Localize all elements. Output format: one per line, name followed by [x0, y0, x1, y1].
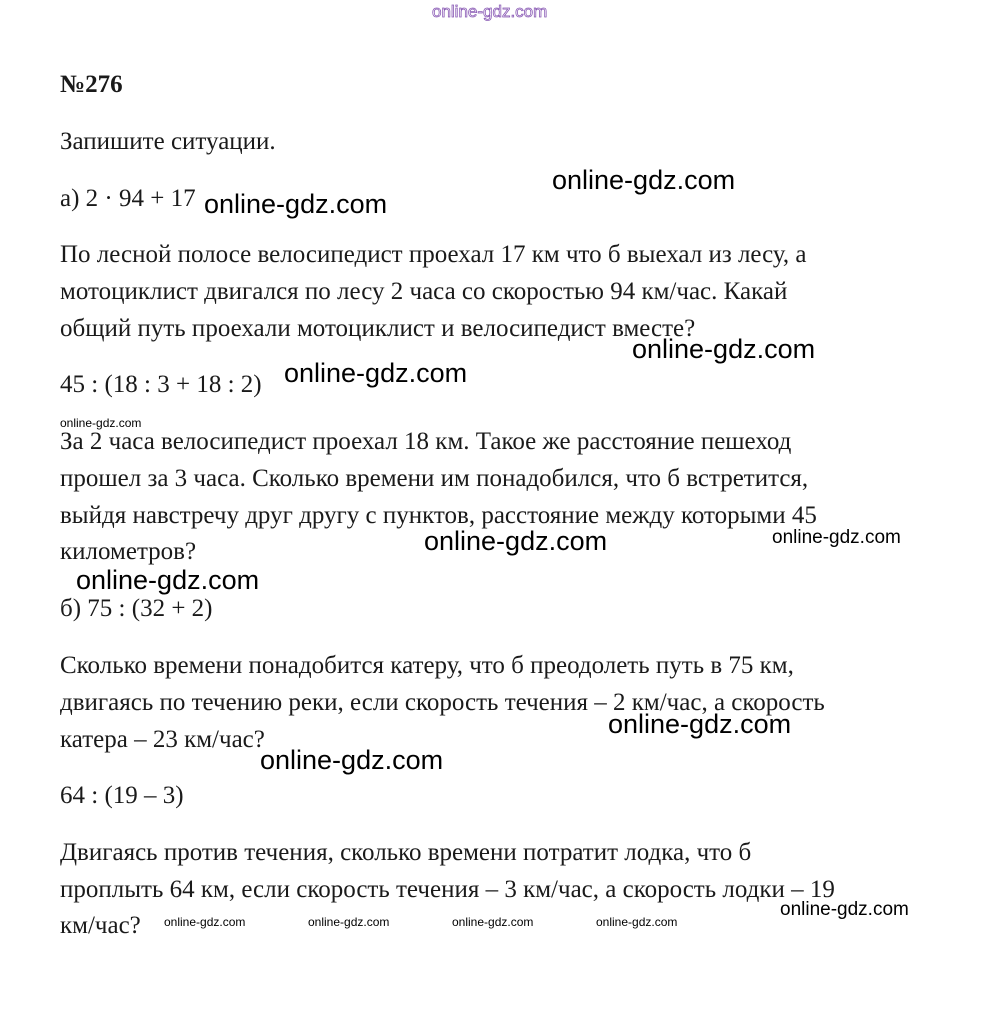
watermark: online-gdz.com [284, 358, 468, 388]
watermark: online-gdz.com [60, 416, 142, 430]
section-a-expression-2: 45 : (18 : 3 + 18 : 2) [60, 371, 262, 398]
watermark: online-gdz.com [780, 899, 909, 920]
watermark: online-gdz.com [452, 915, 534, 929]
watermark: online-gdz.com [552, 165, 736, 195]
section-b-problem-1-line-3: катера – 23 км/час? [60, 726, 265, 753]
section-b-expression-1: б) 75 : (32 + 2) [60, 595, 213, 622]
section-b-problem-2-line-2: проплыть 64 км, если скорость течения – 3 км/час, а скорость лодки – 19 [60, 876, 835, 903]
section-b-expression-2: 64 : (19 – 3) [60, 782, 184, 809]
section-a-problem-2-line-1: За 2 часа велосипедист проехал 18 км. Такое же расстояние пешеход [60, 428, 792, 455]
section-a-problem-1-line-2: мотоциклист двигался по лесу 2 часа со скоростью 94 км/час. Какай [60, 278, 788, 305]
section-b-problem-1-line-1: Сколько времени понадобится катеру, что б преодолеть путь в 75 км, [60, 652, 794, 679]
watermark: online-gdz.com [260, 745, 444, 775]
watermark: online-gdz.com [204, 189, 388, 219]
watermark: online-gdz.com [596, 915, 678, 929]
task-number: №276 [60, 71, 123, 98]
watermark: online-gdz.com [424, 526, 608, 556]
section-b-problem-2-line-1: Двигаясь против течения, сколько времени потратит лодка, что б [60, 839, 752, 866]
section-b-problem-2-line-3: км/час? [60, 912, 141, 939]
watermark: online-gdz.com [308, 915, 390, 929]
section-a-expression-1: а) 2 · 94 + 17 [60, 185, 196, 212]
watermark: online-gdz.com [772, 527, 901, 548]
section-a-problem-1-line-3: общий путь проехали мотоциклист и велосипедист вместе? [60, 315, 696, 342]
watermark: online-gdz.com [164, 915, 246, 929]
task-instruction: Запишите ситуации. [60, 128, 276, 155]
watermark: online-gdz.com [608, 709, 792, 739]
section-a-problem-2-line-3: выйдя навстречу друг другу с пунктов, расстояние между которыми 45 [60, 502, 817, 529]
section-a-problem-2-line-2: прошел за 3 часа. Сколько времени им понадобился, что б встретится, [60, 465, 809, 492]
watermark-top: online-gdz.com [432, 2, 548, 21]
watermark: online-gdz.com [76, 565, 260, 595]
watermark: online-gdz.com [632, 334, 816, 364]
section-b-problem-1-line-2: двигаясь по течению реки, если скорость течения – 2 км/час, а скорость [60, 689, 825, 716]
section-a-problem-2-line-4: километров? [60, 538, 197, 565]
section-a-problem-1-line-1: По лесной полосе велосипедист проехал 17 км что б выехал из лесу, а [60, 241, 807, 268]
